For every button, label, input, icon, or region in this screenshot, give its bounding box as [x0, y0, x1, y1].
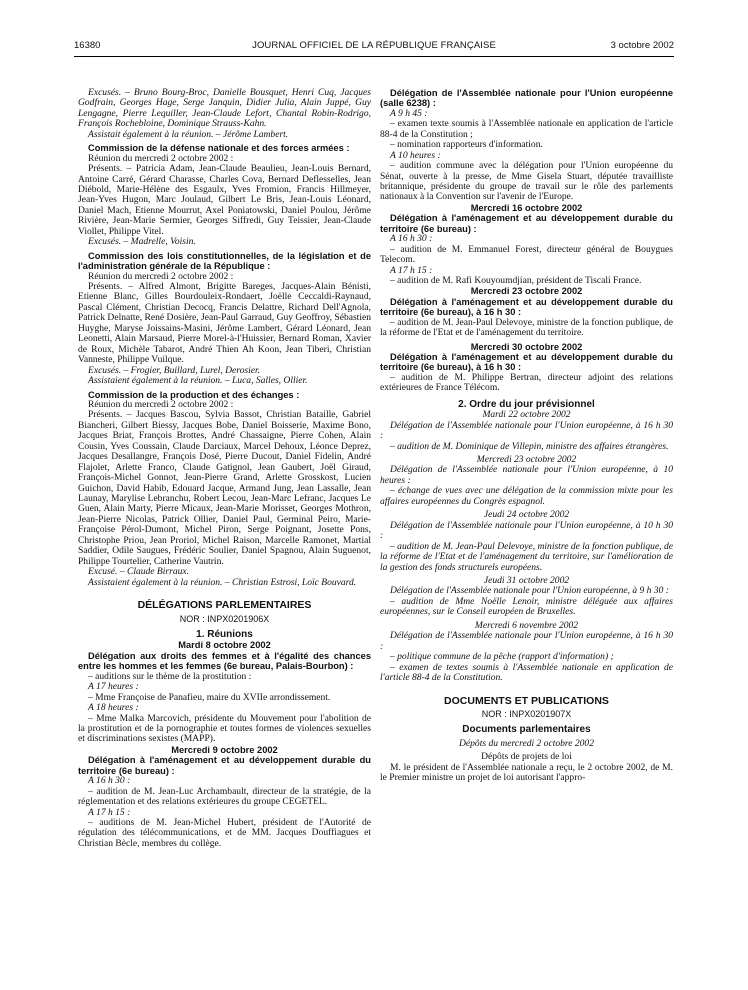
- day-heading: Jeudi 24 octobre 2002: [483, 509, 570, 521]
- agenda-item: – examen texte soumis à l'Assemblée nationale en application de l'article 88-4 de la Constitution ;: [380, 118, 673, 140]
- deposit-date: Dépôts du mercredi 2 octobre 2002: [459, 737, 594, 749]
- excused-list: Excusés. – Bruno Bourg-Broc, Danielle Bousquet, Henri Cuq, Jacques Godfrain, Georges Hage, Serge Janquin, Didier Julia, Alain Juppé, Guy Lengagne, Pierre Lequiller, Jean-Claude Lefort, Chantal Robin-Rodrigo, François Rochebloine, Dominique Strauss-Kahn.: [78, 87, 371, 130]
- day-heading: Mardi 22 octobre 2002: [482, 409, 571, 421]
- agenda-item: – audition de M. Dominique de Villepin, ministre des affaires étrangères.: [390, 440, 669, 452]
- agenda-item: – audition commune avec la délégation pour l'Union européenne du Sénat, ouverte à la presse, de Mme Gisela Stuart, députée travailliste britannique, présidente du groupe de travail sur le rôle des parlements nationaux à la Convention sur l'avenir de l'Europe.: [380, 160, 673, 203]
- day-heading: Mardi 8 octobre 2002: [178, 640, 271, 651]
- issue-date: 3 octobre 2002: [610, 40, 674, 51]
- header-rule: [74, 56, 674, 57]
- agenda-item: – examen de textes soumis à l'Assemblée nationale en application de l'article 88-4 de la Constitution.: [380, 661, 673, 684]
- day-heading: Mercredi 9 octobre 2002: [171, 744, 278, 755]
- nor-reference: NOR : INPX0201907X: [481, 709, 572, 719]
- delegation-heading: Délégation à l'aménagement et au développement durable du territoire (6e bureau), à 16 h 30 :: [380, 296, 673, 318]
- section-title-delegations: DÉLÉGATIONS PARLEMENTAIRES: [137, 599, 312, 612]
- day-heading: Mercredi 30 octobre 2002: [470, 341, 583, 352]
- subsection-title: Documents parlementaires: [462, 724, 591, 736]
- commission-heading-lois: Commission des lois constitutionnelles, de la législation et de l'administration générale de la République :: [78, 250, 371, 272]
- agenda-item: – Mme Malka Marcovich, présidente du Mouvement pour l'abolition de la prostitution et de la pornographie et toutes formes de violences sexuelles et discriminations sexistes (MAPP).: [78, 712, 371, 745]
- commission-heading-defense: Commission de la défense nationale et des forces armées :: [88, 143, 350, 154]
- day-heading: Jeudi 31 octobre 2002: [483, 575, 570, 587]
- excused-list: Excusés. – Madrelle, Voisin.: [88, 236, 196, 248]
- agenda-time: A 10 heures :: [390, 149, 441, 161]
- agenda-item: – auditions sur le thème de la prostitution :: [88, 670, 252, 682]
- right-column: [380, 88, 673, 784]
- delegation-heading: Délégation à l'aménagement et au développement durable du territoire (6e bureau) :: [78, 755, 371, 776]
- nor-reference: NOR : INPX0201906X: [179, 613, 270, 624]
- also-attended: Assistait également à la réunion. – Jérôme Lambert.: [88, 128, 289, 140]
- delegation-heading: Délégation de l'Assemblée nationale pour l'Union européenne, à 10 heures :: [380, 464, 673, 486]
- agenda-time: A 17 heures :: [88, 681, 139, 693]
- page-header: [74, 40, 674, 54]
- also-attended: Assistaient également à la réunion. – Luca, Salles, Ollier.: [88, 375, 308, 387]
- agenda-item: – audition de M. Jean-Paul Delevoye, ministre de la fonction publique, de la réforme de l'Etat et de l'aménagement du territoire.: [380, 316, 673, 339]
- agenda-item: – audition de M. Jean-Luc Archambault, directeur de la stratégie, de la réglementation et des relations extérieures du groupe CEGETEL.: [78, 785, 371, 808]
- agenda-item: – audition de M. Philippe Bertran, directeur adjoint des relations extérieures de France Télécom.: [380, 371, 673, 394]
- excused-list: Excusés. – Frogier, Buillard, Lurel, Derosier.: [88, 364, 261, 376]
- deposit-type: Dépôts de projets de loi: [481, 751, 572, 763]
- present-list: Présents. – Alfred Almont, Brigitte Bareges, Jacques-Alain Bénisti, Etienne Blanc, Gilles Bourdouleix-Rondaert, Joëlle Ceccaldi-Raynaud, Pascal Clément, Christian Decocq, Francis Delattre, Richard Dell'Agnola, Patrick Delnatte, René Dosière, Jean-Paul Garraud, Guy Geoffroy, Sébastien Huyghe, Maryse Joissains-Masini, Jérôme Lambert, Gérard Léonard, Jean Leonetti, Alain Marsaud, Pierre Morel-à-l'Huissier, Bernard Roman, Xavier de Roux, Michèle Tabarot, André Thien Ah Koon, Jean Tiberi, Christian Vanneste, Philippe Vuilque.: [78, 281, 371, 366]
- agenda-item: – échange de vues avec une délégation de la commission mixte pour les affaires européennes du Congrès espagnol.: [380, 485, 673, 507]
- excused-list: Excusé. – Claude Birraux.: [88, 566, 190, 578]
- delegation-heading: Délégation à l'aménagement et au développement durable du territoire (6e bureau), à 16 h 30 :: [380, 352, 673, 373]
- journal-title: JOURNAL OFFICIEL DE LA RÉPUBLIQUE FRANÇAISE: [252, 40, 496, 51]
- meeting-date: Réunion du mercredi 2 octobre 2002 :: [88, 152, 234, 164]
- delegation-heading: Délégation de l'Assemblée nationale pour l'Union européenne, à 16 h 30 :: [380, 419, 673, 442]
- day-heading: Mercredi 6 novembre 2002: [474, 619, 579, 631]
- delegation-heading: Délégation à l'aménagement et au développement durable du territoire (6e bureau) :: [380, 213, 673, 234]
- agenda-time: A 17 h 15 :: [390, 264, 433, 276]
- agenda-item: – audition de M. Rafi Kouyoumdjian, président de Tiscali France.: [390, 274, 642, 286]
- agenda-time: A 17 h 15 :: [88, 806, 131, 818]
- subsection-title: 2. Ordre du jour prévisionnel: [458, 398, 595, 410]
- agenda-item: – politique commune de la pêche (rapport d'information) ;: [390, 651, 614, 663]
- page-number: 16380: [74, 40, 101, 51]
- agenda-item: – audition de Mme Noëlle Lenoir, ministre déléguée aux affaires européennes, sur le Conseil européen de Bruxelles.: [380, 595, 673, 618]
- agenda-item: – audition de M. Emmanuel Forest, directeur général de Bouygues Telecom.: [380, 243, 673, 266]
- day-heading: Mercredi 23 octobre 2002: [476, 454, 577, 466]
- left-column: [78, 88, 371, 849]
- present-list: Présents. – Jacques Bascou, Sylvia Bassot, Christian Bataille, Gabriel Biancheri, Gilbert Biessy, Jacques Bobe, Daniel Boisserie, Maxime Bono, Jacques Briat, François Brottes, André Chassaigne, Pierre Cohen, Alain Cousin, Yves Coussain, Claude Darciaux, Marcel Dehoux, Léonce Deprez, Jacques Desallangre, François Dosé, Pierre Ducout, Daniel Fidelin, André Flajolet, Arlette Franco, Claude Gatignol, Jean Gaubert, Joël Giraud, François-Michel Gonnot, Jean-Pierre Grand, Arlette Grosskost, Lucien Guichon, David Habib, Edouard Jacque, Armand Jung, Jean Lassalle, Jean Launay, Marylise Lebranchu, Robert Lecou, Jean-Marc Lefranc, Jacques Le Guen, Alain Marty, Pierre Micaux, Jean-Marie Morisset, Georges Mothron, Jean-Pierre Nicolas, Patrick Ollier, Daniel Paul, Germinal Peiro, Marie-Françoise Pérol-Dumont, Michel Piron, Serge Poignant, Josette Pons, Christophe Priou, Jean Proriol, Michel Raison, Marcelle Ramonet, Martial Saddier, Odile Saugues, Frédéric Soulier, Daniel Spagnou, Alain Suguenot, Philippe Tourtelier, Catherine Vautrin.: [78, 409, 371, 567]
- agenda-item: – Mme Françoise de Panafieu, maire du XVIIe arrondissement.: [88, 691, 331, 703]
- agenda-item: – auditions de M. Jean-Michel Hubert, président de l'Autorité de régulation des télécommunications, et de MM. Jacques Douffiagues et Christian Bècle, membres du collège.: [78, 816, 371, 849]
- meeting-date: Réunion du mercredi 2 octobre 2002 :: [88, 270, 234, 282]
- agenda-time: A 16 h 30 :: [88, 775, 131, 787]
- present-list: Présents. – Patricia Adam, Jean-Claude Beaulieu, Jean-Louis Bernard, Antoine Carré, Gérard Charasse, Charles Cova, Bernard Deflesselles, Jean Diébold, Marie-Hélène des Esgaulx, Yves Fromion, Francis Hillmeyer, Jean-Yves Hugon, Marc Joulaud, Gilbert Le Bris, Jean-Louis Léonard, Daniel Mach, Etienne Mourrut, Axel Poniatowski, Daniel Poulou, Jérôme Rivière, Jean-Marie Sermier, Georges Siffredi, Guy Teissier, Jean-Claude Viollet, Philippe Vitel.: [78, 163, 371, 237]
- agenda-time: A 18 heures :: [88, 702, 139, 714]
- delegation-heading: Délégation de l'Assemblée nationale pour l'Union européenne (salle 6238) :: [380, 88, 673, 109]
- section-title-documents: DOCUMENTS ET PUBLICATIONS: [444, 694, 609, 707]
- meeting-date: Réunion du mercredi 2 octobre 2002 :: [88, 398, 234, 410]
- agenda-time: A 9 h 45 :: [390, 107, 428, 119]
- subsection-title: 1. Réunions: [196, 629, 253, 641]
- day-heading: Mercredi 23 octobre 2002: [470, 286, 583, 297]
- agenda-item: – nomination rapporteurs d'information.: [390, 139, 543, 151]
- agenda-item: – audition de M. Jean-Paul Delevoye, ministre de la fonction publique, de la réforme de l'Etat et de l'aménagement du territoire, sur l'amélioration de la gestion des fonds structurels européens.: [380, 540, 673, 573]
- agenda-time: A 16 h 30 :: [390, 233, 433, 245]
- day-heading: Mercredi 16 octobre 2002: [470, 202, 583, 213]
- delegation-heading: Délégation aux droits des femmes et à l'égalité des chances entre les hommes et les femmes (6e bureau, Palais-Bourbon) :: [78, 650, 371, 672]
- delegation-heading: Délégation de l'Assemblée nationale pour l'Union européenne, à 10 h 30 :: [380, 519, 673, 542]
- delegation-heading: Délégation de l'Assemblée nationale pour l'Union européenne, à 9 h 30 :: [390, 585, 669, 597]
- also-attended: Assistaient également à la réunion. – Christian Estrosi, Loïc Bouvard.: [88, 576, 357, 588]
- body-paragraph: M. le président de l'Assemblée nationale a reçu, le 2 octobre 2002, de M. le Premier ministre un projet de loi autorisant l'appro-: [380, 761, 673, 784]
- commission-heading-production: Commission de la production et des échanges :: [88, 389, 300, 400]
- delegation-heading: Délégation de l'Assemblée nationale pour l'Union européenne, à 16 h 30 :: [380, 630, 673, 652]
